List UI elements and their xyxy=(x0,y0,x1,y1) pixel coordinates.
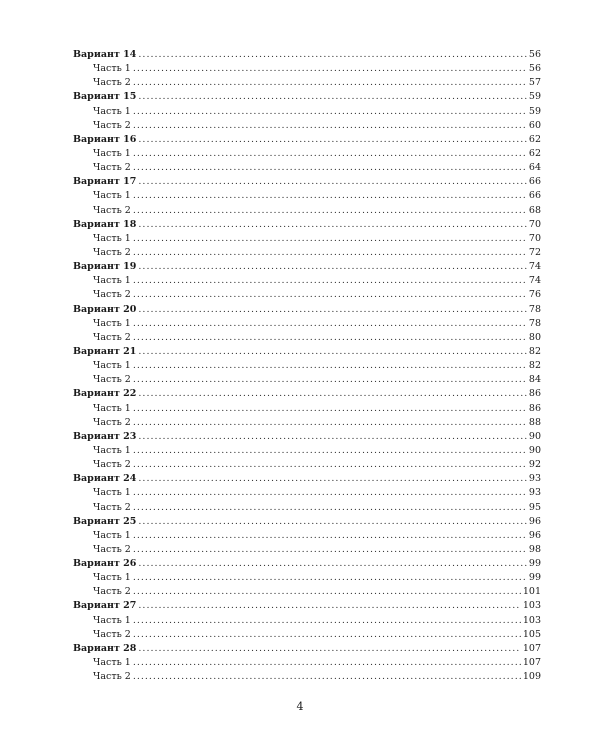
toc-variant-entry[interactable] xyxy=(73,90,541,104)
toc-variant-entry[interactable] xyxy=(73,515,541,529)
toc-variant-group xyxy=(73,303,541,345)
toc-entry-page: 78 xyxy=(528,317,541,329)
toc-entry-page: 78 xyxy=(528,303,541,315)
toc-entry-title: Часть 1 xyxy=(93,232,131,244)
dot-leader xyxy=(133,161,527,175)
dot-leader xyxy=(133,571,527,585)
toc-entry-title: Часть 2 xyxy=(93,77,131,89)
toc-entry-page: 64 xyxy=(528,162,541,174)
toc-variant-entry[interactable] xyxy=(73,303,541,317)
dot-leader xyxy=(138,430,527,444)
toc-entry-page: 96 xyxy=(528,529,541,541)
toc-entry-title: Часть 1 xyxy=(93,190,131,202)
toc-entry-title: Вариант 16 xyxy=(73,133,137,145)
toc-part-entry[interactable] xyxy=(73,486,541,500)
toc-variant-entry[interactable] xyxy=(73,48,541,62)
toc-part-entry[interactable] xyxy=(73,571,541,585)
toc-entry-title: Часть 1 xyxy=(93,444,131,456)
toc-entry-page: 62 xyxy=(528,133,541,145)
dot-leader xyxy=(138,557,527,571)
dot-leader xyxy=(133,373,527,387)
toc-variant-group xyxy=(73,260,541,302)
toc-entry-title: Часть 1 xyxy=(93,105,131,117)
toc-entry-title: Часть 2 xyxy=(93,459,131,471)
toc-entry-title: Часть 2 xyxy=(93,501,131,513)
toc-entry-page: 107 xyxy=(522,657,541,669)
dot-leader xyxy=(133,62,527,76)
dot-leader xyxy=(133,246,527,260)
toc-entry-page: 103 xyxy=(522,614,541,626)
toc-part-entry[interactable] xyxy=(73,444,541,458)
toc-entry-page: 88 xyxy=(528,416,541,428)
toc-part-entry[interactable] xyxy=(73,614,541,628)
toc-part-entry[interactable] xyxy=(73,317,541,331)
toc-entry-title: Вариант 18 xyxy=(73,218,137,230)
toc-part-entry[interactable] xyxy=(73,656,541,670)
toc-entry-page: 59 xyxy=(528,91,541,103)
toc-entry-title: Вариант 25 xyxy=(73,515,137,527)
toc-variant-entry[interactable] xyxy=(73,557,541,571)
dot-leader xyxy=(133,274,527,288)
toc-part-entry[interactable] xyxy=(73,189,541,203)
dot-leader xyxy=(133,486,527,500)
toc-variant-group xyxy=(73,133,541,175)
toc-variant-entry[interactable] xyxy=(73,642,541,656)
toc-part-entry[interactable] xyxy=(73,585,541,599)
toc-entry-page: 84 xyxy=(528,374,541,386)
dot-leader xyxy=(138,133,527,147)
toc-entry-page: 80 xyxy=(528,331,541,343)
toc-part-entry[interactable] xyxy=(73,232,541,246)
toc-entry-title: Часть 1 xyxy=(93,63,131,75)
toc-entry-title: Часть 1 xyxy=(93,487,131,499)
toc-variant-group xyxy=(73,175,541,217)
toc-variant-entry[interactable] xyxy=(73,387,541,401)
toc-entry-page: 86 xyxy=(528,388,541,400)
toc-entry-page: 101 xyxy=(522,586,541,598)
toc-entry-page: 68 xyxy=(528,204,541,216)
toc-entry-page: 86 xyxy=(528,402,541,414)
toc-part-entry[interactable] xyxy=(73,670,541,684)
toc-entry-page: 60 xyxy=(528,119,541,131)
toc-entry-page: 56 xyxy=(528,63,541,75)
dot-leader xyxy=(138,175,527,189)
toc-entry-page: 70 xyxy=(528,232,541,244)
toc-entry-page: 95 xyxy=(528,501,541,513)
toc-variant-group xyxy=(73,599,541,641)
dot-leader xyxy=(138,303,527,317)
dot-leader xyxy=(133,670,521,684)
toc-part-entry[interactable] xyxy=(73,628,541,642)
toc-entry-page: 82 xyxy=(528,360,541,372)
toc-part-entry[interactable] xyxy=(73,373,541,387)
toc-entry-page: 62 xyxy=(528,147,541,159)
toc-entry-page: 107 xyxy=(522,642,541,654)
toc-entry-page: 96 xyxy=(528,515,541,527)
toc-entry-title: Часть 2 xyxy=(93,204,131,216)
toc-entry-title: Вариант 20 xyxy=(73,303,137,315)
toc-entry-title: Вариант 26 xyxy=(73,558,137,570)
toc-entry-title: Часть 1 xyxy=(93,657,131,669)
dot-leader xyxy=(133,501,527,515)
dot-leader xyxy=(138,260,527,274)
toc-entry-page: 74 xyxy=(528,261,541,273)
toc-part-entry[interactable] xyxy=(73,76,541,90)
toc-entry-title: Часть 2 xyxy=(93,416,131,428)
toc-part-entry[interactable] xyxy=(73,105,541,119)
dot-leader xyxy=(133,119,527,133)
dot-leader xyxy=(138,345,527,359)
dot-leader xyxy=(133,232,527,246)
toc-part-entry[interactable] xyxy=(73,246,541,260)
toc-entry-title: Часть 2 xyxy=(93,289,131,301)
toc-entry-title: Вариант 14 xyxy=(73,49,137,60)
toc-variant-entry[interactable] xyxy=(73,218,541,232)
toc-entry-page: 66 xyxy=(528,190,541,202)
toc-part-entry[interactable] xyxy=(73,416,541,430)
toc-entry-title: Часть 1 xyxy=(93,360,131,372)
toc-variant-group xyxy=(73,90,541,132)
toc-variant-group xyxy=(73,472,541,514)
toc-entry-title: Вариант 23 xyxy=(73,430,137,442)
toc-entry-title: Вариант 22 xyxy=(73,388,137,400)
toc-entry-page: 93 xyxy=(528,473,541,485)
toc-entry-page: 82 xyxy=(528,345,541,357)
toc-entry-page: 98 xyxy=(528,543,541,555)
toc-entry-page: 56 xyxy=(528,49,541,60)
toc-variant-group xyxy=(73,48,541,90)
dot-leader xyxy=(133,331,527,345)
toc-part-entry[interactable] xyxy=(73,501,541,515)
toc-entry-title: Часть 2 xyxy=(93,119,131,131)
page-number: 4 xyxy=(296,700,304,713)
dot-leader xyxy=(133,543,527,557)
dot-leader xyxy=(133,444,527,458)
toc-variant-entry[interactable] xyxy=(73,599,541,613)
toc-entry-title: Часть 1 xyxy=(93,572,131,584)
toc-variant-entry[interactable] xyxy=(73,175,541,189)
toc-part-entry[interactable] xyxy=(73,529,541,543)
toc-part-entry[interactable] xyxy=(73,161,541,175)
toc-entry-page: 99 xyxy=(528,558,541,570)
toc-entry-page: 90 xyxy=(528,430,541,442)
toc-entry-title: Вариант 19 xyxy=(73,261,137,273)
toc-entry-title: Часть 2 xyxy=(93,331,131,343)
toc-entry-title: Часть 2 xyxy=(93,162,131,174)
toc-variant-entry[interactable] xyxy=(73,472,541,486)
toc-variant-entry[interactable] xyxy=(73,345,541,359)
toc-variant-group xyxy=(73,557,541,599)
dot-leader xyxy=(133,529,527,543)
toc-part-entry[interactable] xyxy=(73,288,541,302)
toc-entry-title: Часть 1 xyxy=(93,614,131,626)
dot-leader xyxy=(133,628,521,642)
dot-leader xyxy=(138,642,520,656)
dot-leader xyxy=(133,359,527,373)
toc-entry-title: Вариант 28 xyxy=(73,642,137,654)
toc-variant-entry[interactable] xyxy=(73,430,541,444)
dot-leader xyxy=(133,204,527,218)
toc-entry-page: 105 xyxy=(522,628,541,640)
toc-variant-group xyxy=(73,515,541,557)
toc-entry-page: 92 xyxy=(528,459,541,471)
toc-entry-title: Вариант 27 xyxy=(73,600,137,612)
dot-leader xyxy=(133,189,527,203)
toc-entry-page: 72 xyxy=(528,246,541,258)
toc-variant-group xyxy=(73,642,541,684)
toc-entry-title: Вариант 17 xyxy=(73,176,137,188)
toc-entry-title: Часть 1 xyxy=(93,147,131,159)
dot-leader xyxy=(133,416,527,430)
toc-part-entry[interactable] xyxy=(73,359,541,373)
toc-entry-page: 74 xyxy=(528,275,541,287)
toc-part-entry[interactable] xyxy=(73,543,541,557)
toc-part-entry[interactable] xyxy=(73,402,541,416)
toc-entry-page: 99 xyxy=(528,572,541,584)
toc-part-entry[interactable] xyxy=(73,62,541,76)
toc-entry-page: 103 xyxy=(522,600,541,612)
toc-entry-title: Часть 1 xyxy=(93,402,131,414)
toc-variant-entry[interactable] xyxy=(73,133,541,147)
toc-entry-page: 90 xyxy=(528,444,541,456)
toc-entry-title: Часть 2 xyxy=(93,543,131,555)
toc-entry-page: 57 xyxy=(528,77,541,89)
toc-variant-group xyxy=(73,345,541,387)
toc-entry-title: Часть 2 xyxy=(93,246,131,258)
toc-entry-title: Часть 2 xyxy=(93,671,131,683)
toc-entry-title: Часть 2 xyxy=(93,628,131,640)
dot-leader xyxy=(133,402,527,416)
dot-leader xyxy=(138,48,527,62)
toc-entry-title: Вариант 21 xyxy=(73,345,137,357)
dot-leader xyxy=(138,90,527,104)
dot-leader xyxy=(133,288,527,302)
toc-part-entry[interactable] xyxy=(73,119,541,133)
dot-leader xyxy=(138,472,527,486)
toc-entry-title: Часть 2 xyxy=(93,586,131,598)
dot-leader xyxy=(133,585,521,599)
dot-leader xyxy=(138,599,520,613)
dot-leader xyxy=(133,76,527,90)
toc-entry-page: 70 xyxy=(528,218,541,230)
dot-leader xyxy=(133,656,521,670)
dot-leader xyxy=(138,515,527,529)
toc-entry-page: 66 xyxy=(528,176,541,188)
toc-entry-page: 93 xyxy=(528,487,541,499)
toc-part-entry[interactable] xyxy=(73,204,541,218)
dot-leader xyxy=(133,105,527,119)
toc-entry-title: Часть 1 xyxy=(93,275,131,287)
toc-variant-group xyxy=(73,430,541,472)
dot-leader xyxy=(133,614,521,628)
toc-variant-group xyxy=(73,387,541,429)
toc-variant-entry[interactable] xyxy=(73,260,541,274)
dot-leader xyxy=(138,218,527,232)
toc-part-entry[interactable] xyxy=(73,147,541,161)
toc-entry-title: Часть 1 xyxy=(93,317,131,329)
toc-entry-title: Часть 1 xyxy=(93,529,131,541)
dot-leader xyxy=(133,458,527,472)
toc-part-entry[interactable] xyxy=(73,274,541,288)
toc-variant-group xyxy=(73,218,541,260)
toc-part-entry[interactable] xyxy=(73,458,541,472)
toc-entry-title: Вариант 24 xyxy=(73,473,137,485)
dot-leader xyxy=(133,147,527,161)
toc-entry-title: Часть 2 xyxy=(93,374,131,386)
dot-leader xyxy=(138,387,527,401)
toc-entry-title: Вариант 15 xyxy=(73,91,137,103)
toc-entry-page: 76 xyxy=(528,289,541,301)
toc-part-entry[interactable] xyxy=(73,331,541,345)
dot-leader xyxy=(133,317,527,331)
toc-entry-page: 109 xyxy=(522,671,541,683)
toc-entry-page: 59 xyxy=(528,105,541,117)
table-of-contents xyxy=(73,48,541,684)
